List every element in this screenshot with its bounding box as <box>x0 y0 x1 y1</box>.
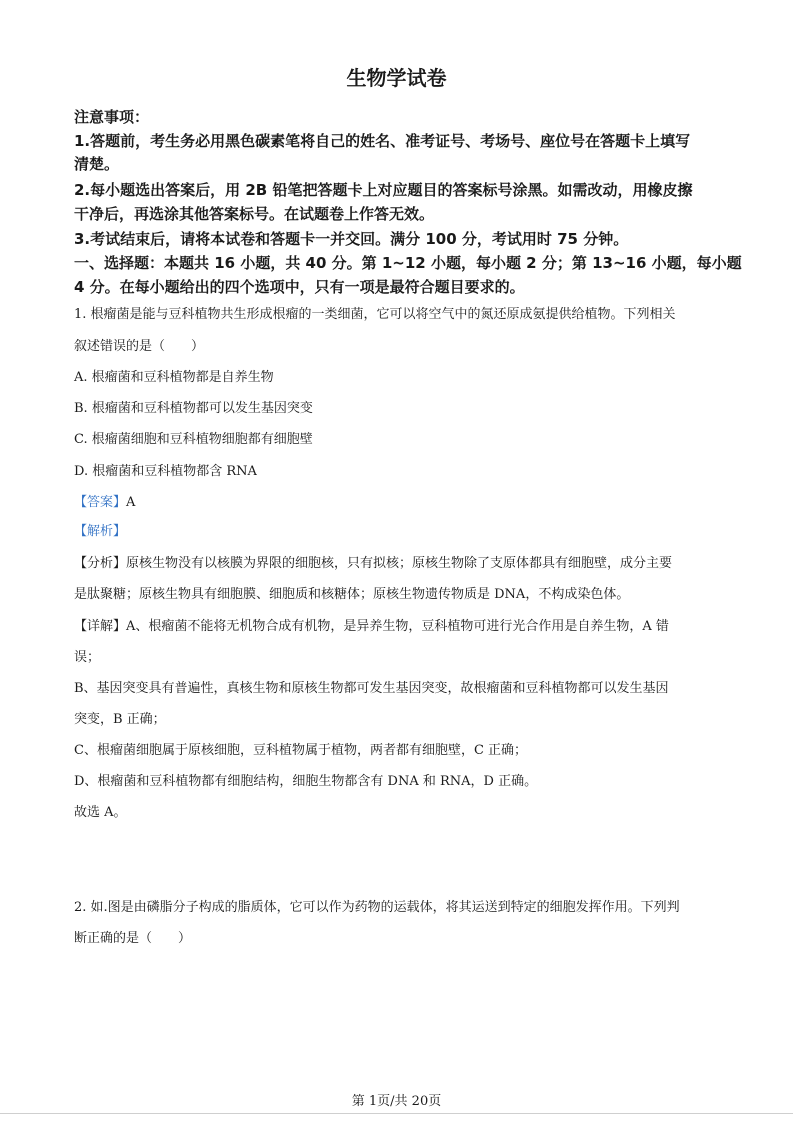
answer-value: A <box>126 495 136 510</box>
notice-line-3: 3.考试结束后，请将本试卷和答题卡一并交回。满分 100 分，考试用时 75 分钟。 <box>74 230 629 248</box>
section-heading-2: 4 分。在每小题给出的四个选项中，只有一项是最符合题目要求的。 <box>74 278 525 296</box>
notice-heading: 注意事项： <box>74 108 150 126</box>
q1-xiangjie-1: 【详解】A、根瘤菌不能将无机物合成有机物，是异养生物，豆科植物可进行光合作用是自养生物，A 错 <box>74 619 669 634</box>
q1-stem-1: 1. 根瘤菌是能与豆科植物共生形成根瘤的一类细菌，它可以将空气中的氮还原成氨提供给植物。下列相关 <box>74 307 676 322</box>
q1-option-b: B. 根瘤菌和豆科植物都可以发生基因突变 <box>74 401 313 416</box>
q1-xiangjie-2: 误； <box>74 650 101 665</box>
q1-answer <box>74 494 135 512</box>
notice-line-2b: 干净后，再选涂其他答案标号。在试题卷上作答无效。 <box>74 205 435 223</box>
page-title: 生物学试卷 <box>346 66 447 90</box>
q2-stem-1: 2. 如.图是由磷脂分子构成的脂质体，它可以作为药物的运载体，将其运送到特定的细胞发挥作用。下列判 <box>74 900 680 915</box>
q1-explain-b-2: 突变，B 正确； <box>74 712 166 727</box>
q1-fenxi-2: 是肽聚糖；原核生物具有细胞膜、细胞质和核糖体；原核生物遗传物质是 DNA，不构成染色体。 <box>74 587 630 602</box>
q1-stem-2: 叙述错误的是（ ） <box>74 339 205 354</box>
footer-rule <box>0 1113 793 1114</box>
q1-fenxi-1: 【分析】原核生物没有以核膜为界限的细胞核，只有拟核；原核生物除了支原体都具有细胞壁，成分主要 <box>74 556 673 571</box>
q2-stem-2: 断正确的是（ ） <box>74 931 192 946</box>
page-footer: 第 1页/共 20页 <box>351 1094 442 1109</box>
notice-line-2a: 2.每小题选出答案后，用 2B 铅笔把答题卡上对应题目的答案标号涂黑。如需改动，用橡皮擦 <box>74 181 693 199</box>
q1-option-c: C. 根瘤菌细胞和豆科植物细胞都有细胞壁 <box>74 432 313 447</box>
q1-option-a: A. 根瘤菌和豆科植物都是自养生物 <box>74 370 274 385</box>
section-heading-1: 一、选择题：本题共 16 小题，共 40 分。第 1~12 小题，每小题 2 分；第 13~16 小题，每小题 <box>74 254 742 272</box>
q1-explain-d: D、根瘤菌和豆科植物都有细胞结构，细胞生物都含有 DNA 和 RNA，D 正确。 <box>74 774 538 789</box>
notice-line-1a: 1.答题前，考生务必用黑色碳素笔将自己的姓名、准考证号、考场号、座位号在答题卡上填写 <box>74 132 691 150</box>
analysis-label: 【解析】 <box>74 524 127 539</box>
q1-conclusion: 故选 A。 <box>74 805 127 820</box>
q1-option-d: D. 根瘤菌和豆科植物都含 RNA <box>74 464 257 479</box>
q1-explain-b-1: B、基因突变具有普遍性，真核生物和原核生物都可发生基因突变，故根瘤菌和豆科植物都可以发生基因 <box>74 681 669 696</box>
q1-explain-c: C、根瘤菌细胞属于原核细胞，豆科植物属于植物，两者都有细胞壁，C 正确； <box>74 743 528 758</box>
notice-line-1b: 清楚。 <box>74 155 120 173</box>
answer-label: 【答案】 <box>74 495 127 510</box>
